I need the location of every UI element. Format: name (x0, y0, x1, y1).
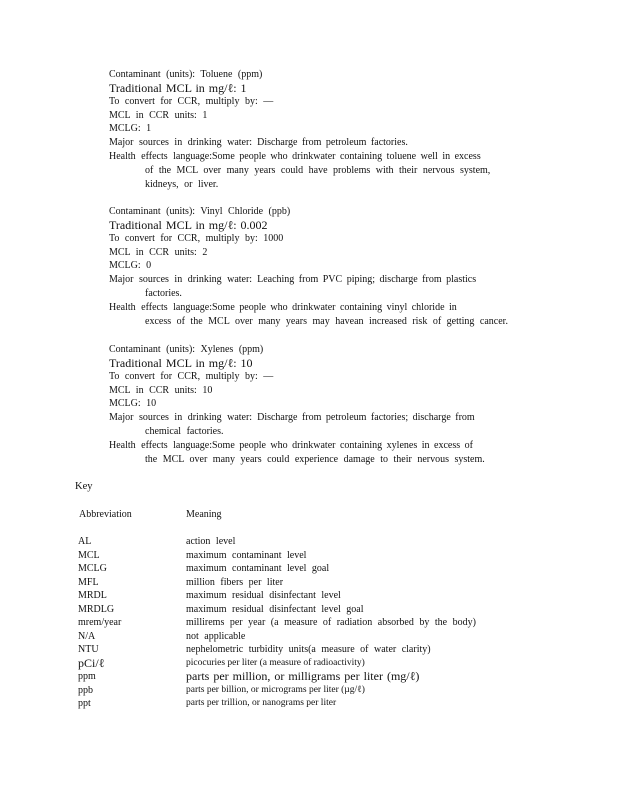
key-row (78, 670, 528, 684)
contaminant-entry-vinyl-chloride (109, 205, 539, 329)
key-meaning: not applicable (186, 630, 246, 642)
key-abbreviation: mrem/year (78, 617, 122, 628)
contaminant-entry-xylenes (109, 343, 539, 467)
key-row (78, 684, 528, 698)
major-sources-text: Discharge from petroleum factories. (257, 136, 408, 148)
key-abbreviation: MRDL (78, 590, 107, 601)
key-row (78, 616, 528, 630)
key-row (78, 562, 528, 576)
key-meaning: parts per trillion, or nanograms per liter (186, 698, 337, 708)
key-abbreviation: MFL (78, 576, 99, 588)
key-row (78, 630, 528, 644)
key-title: Key (75, 481, 93, 492)
key-row (78, 603, 528, 617)
major-sources (109, 273, 539, 287)
key-row (78, 643, 528, 657)
key-row (78, 589, 528, 603)
health-effects-continuation: of the MCL over many years could have problems with their nervous system, (145, 164, 491, 176)
key-meaning: maximum residual disinfectant level goal (186, 603, 364, 615)
key-row (78, 535, 528, 549)
major-sources-label: Major sources in drinking water: (109, 273, 253, 285)
key-meaning: action level (186, 536, 236, 547)
health-effects (109, 150, 539, 164)
major-sources-text: Leaching from PVC piping; discharge from plastics (257, 273, 477, 285)
key-abbreviation: AL (78, 536, 92, 547)
health-effects-label: Health effects language: (109, 439, 212, 451)
health-effects-continuation: excess of the MCL over many years may havean increased risk of getting cancer. (145, 315, 508, 327)
traditional-mcl: Traditional MCL in mg/ℓ: 0.002 (109, 217, 268, 232)
mclg-value: MCLG: 1 (109, 123, 152, 135)
mclg-value: MCLG: 0 (109, 260, 152, 272)
key-meaning: parts per million, or milligrams per liter (mg/ℓ) (186, 669, 420, 683)
key-abbreviation: N/A (78, 630, 96, 642)
health-effects-text: Some people who drinkwater containing xylenes in excess of (212, 439, 473, 451)
key-table (78, 535, 528, 711)
key-abbreviation: MCL (78, 549, 100, 561)
health-effects-text: Some people who drinkwater containing vinyl chloride in (212, 301, 457, 313)
major-sources-label: Major sources in drinking water: (109, 411, 253, 423)
major-sources-continuation: factories. (145, 287, 182, 299)
traditional-mcl: Traditional MCL in mg/ℓ: 10 (109, 355, 253, 370)
health-effects-label: Health effects language: (109, 301, 212, 313)
key-abbreviation: ppb (78, 684, 93, 696)
key-abbreviation: ppm (78, 671, 96, 682)
contaminant-title: Contaminant (units): Vinyl Chloride (ppb) (109, 206, 291, 217)
health-effects-continuation: kidneys, or liver. (145, 178, 219, 190)
key-meaning: picocuries per liter (a measure of radioactivity) (186, 657, 365, 668)
key-meaning: millirems per year (a measure of radiation absorbed by the body) (186, 617, 476, 628)
major-sources-text: Discharge from petroleum factories; discharge from (257, 411, 475, 423)
major-sources-label: Major sources in drinking water: (109, 136, 253, 148)
key-meaning: million fibers per liter (186, 576, 284, 588)
key-abbreviation: ppt (78, 698, 91, 709)
key-meaning: parts per billion, or micrograms per liter (µg/ℓ) (186, 684, 365, 695)
health-effects-text: Some people who drinkwater containing toluene well in excess (212, 150, 481, 162)
health-effects-continuation: the MCL over many years could experience damage to their nervous system. (145, 453, 485, 465)
convert-factor: To convert for CCR, multiply by: — (109, 371, 274, 383)
health-effects-label: Health effects language: (109, 150, 212, 162)
key-meaning: maximum contaminant level goal (186, 563, 330, 574)
key-abbreviation: MRDLG (78, 603, 115, 615)
key-column-meaning: Meaning (186, 509, 222, 520)
key-row (78, 657, 528, 671)
key-abbreviation: MCLG (78, 563, 107, 574)
health-effects (109, 439, 539, 453)
contaminant-entry-toluene (109, 68, 539, 192)
key-row (78, 549, 528, 563)
major-sources (109, 411, 539, 425)
major-sources (109, 136, 539, 150)
convert-factor: To convert for CCR, multiply by: 1000 (109, 233, 284, 245)
convert-factor: To convert for CCR, multiply by: — (109, 96, 274, 108)
traditional-mcl: Traditional MCL in mg/ℓ: 1 (109, 80, 247, 95)
key-row (78, 576, 528, 590)
contaminant-title: Contaminant (units): Toluene (ppm) (109, 69, 263, 80)
health-effects (109, 301, 539, 315)
mcl-ccr-units: MCL in CCR units: 2 (109, 246, 208, 258)
major-sources-continuation: chemical factories. (145, 425, 224, 437)
key-meaning: maximum contaminant level (186, 549, 307, 561)
key-abbreviation: NTU (78, 644, 99, 655)
key-row (78, 697, 528, 711)
key-meaning: maximum residual disinfectant level (186, 590, 341, 601)
key-column-abbreviation: Abbreviation (79, 509, 132, 520)
contaminant-title: Contaminant (units): Xylenes (ppm) (109, 344, 264, 355)
key-meaning: nephelometric turbidity units(a measure of water clarity) (186, 644, 431, 655)
mcl-ccr-units: MCL in CCR units: 1 (109, 109, 208, 121)
mclg-value: MCLG: 10 (109, 398, 157, 410)
mcl-ccr-units: MCL in CCR units: 10 (109, 384, 213, 396)
key-abbreviation: pCi/ℓ (78, 655, 105, 670)
